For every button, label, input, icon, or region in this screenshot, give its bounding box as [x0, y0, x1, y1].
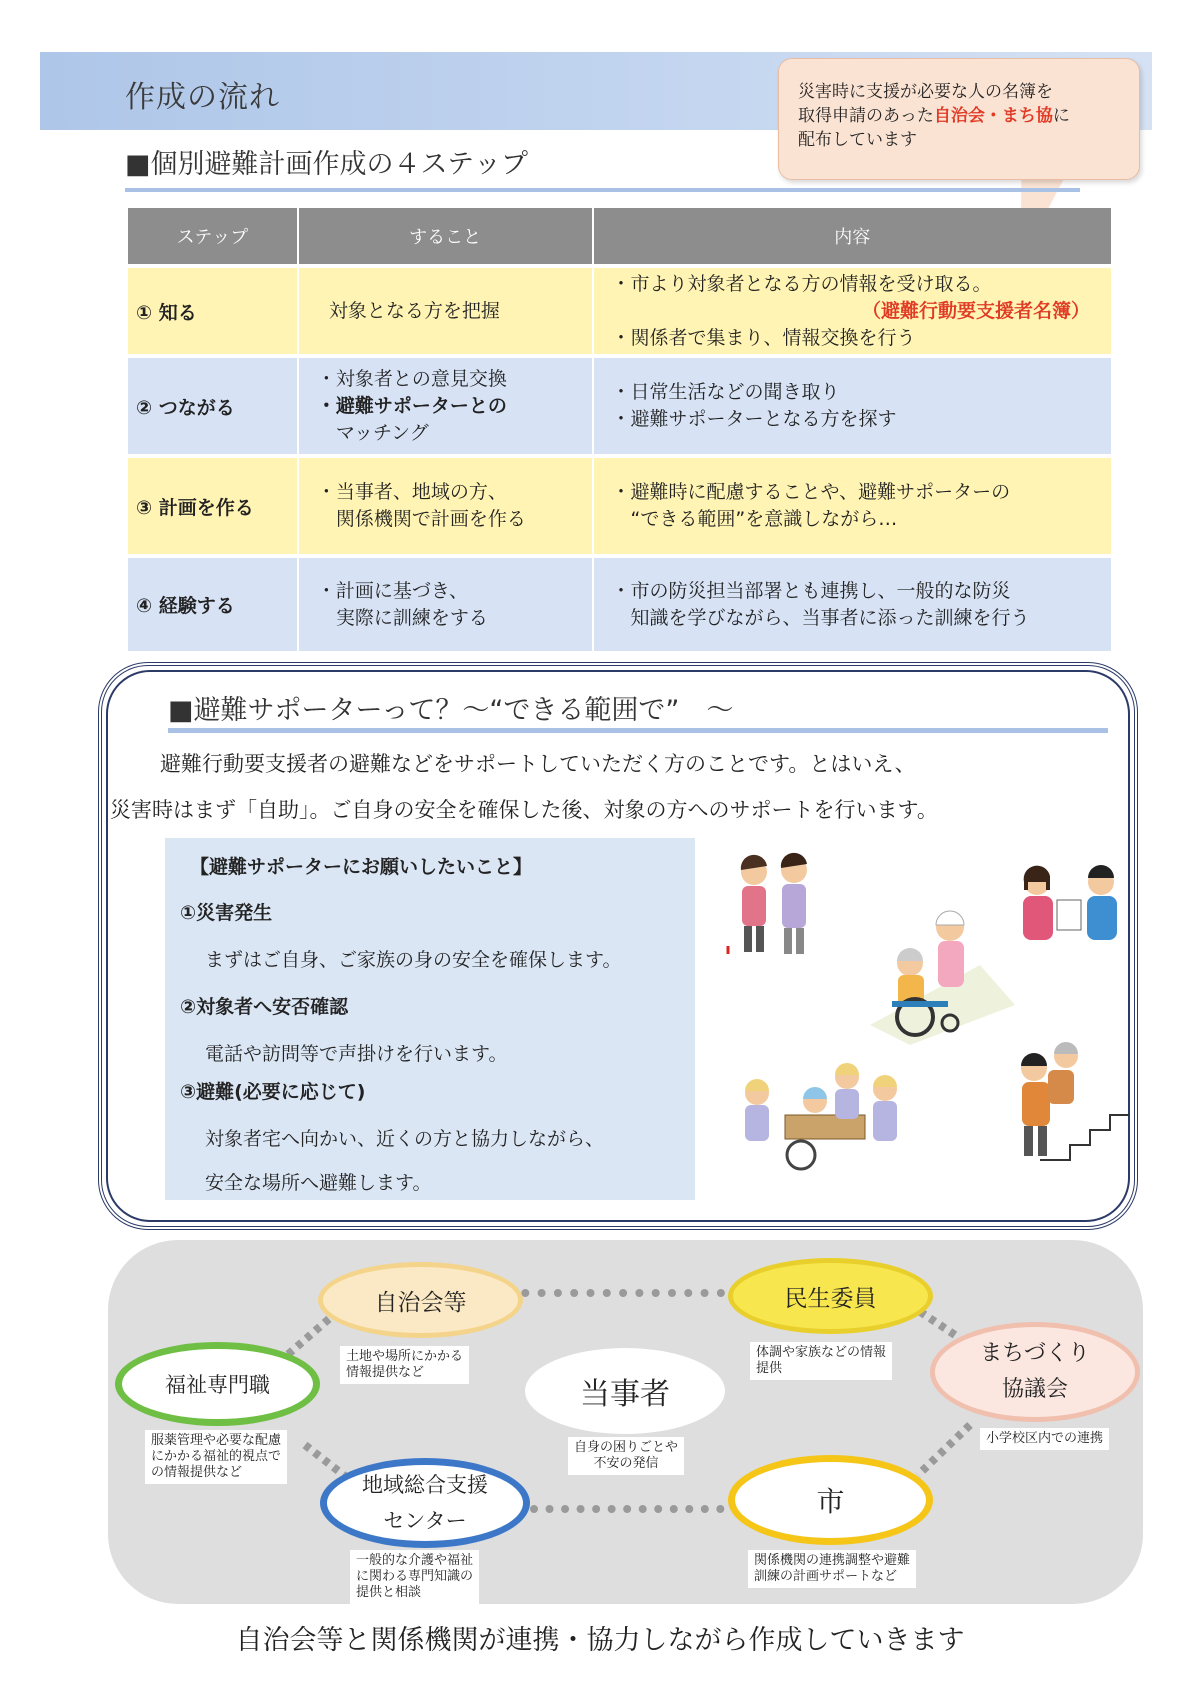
- node-jichikai: 自治会等: [318, 1262, 523, 1338]
- supporter-para-2: 災害時はまず「自助」。ご自身の安全を確保した後、対象の方へのサポートを行います。: [110, 798, 938, 822]
- request-body-1: まずはご自身、ご家族の身の安全を確保します。: [205, 949, 622, 971]
- callout-text: [798, 80, 1128, 152]
- supporter-heading-underline: [168, 728, 1108, 733]
- closing-statement: 自治会等と関係機関が連携・協力しながら作成していきます: [235, 1625, 965, 1656]
- note-chiiki: 一般的な介護や福祉 に関わる専門知識の 提供と相談: [350, 1550, 479, 1604]
- table-header-row: [128, 208, 1112, 266]
- visit-conversation-illustration: [1015, 860, 1125, 955]
- supporter-para-1: 避難行動要支援者の避難などをサポートしていただく方のことです。とはいえ、: [160, 752, 916, 776]
- note-machizukuri: 小学校区内での連携: [980, 1428, 1109, 1450]
- steps-heading: ■個別避難計画作成の４ステップ: [125, 149, 528, 180]
- supporter-heading: ■避難サポーターって？～“できる範囲で” ～: [168, 695, 734, 726]
- requests-title: 【避難サポーターにお願いしたいこと】: [190, 856, 533, 878]
- callout-line-1: 災害時に支援が必要な人の名簿を: [798, 82, 1053, 102]
- connector-chiiki-shi: [530, 1505, 740, 1513]
- note-minsei: 体調や家族などの情報 提供: [750, 1342, 892, 1380]
- table-row: [128, 356, 1112, 456]
- table-header-do: すること: [298, 208, 593, 266]
- step-content: ・避難時に配慮することや、避難サポーターの “できる範囲”を意識しながら…: [593, 456, 1112, 556]
- wheelchair-assist-illustration: [870, 905, 1015, 1045]
- step-content: ・市の防災担当部署とも連携し、一般的な防災 知識を学びながら、当事者に添った訓練を行う: [593, 556, 1112, 651]
- node-fukushi: 福祉専門職: [115, 1342, 320, 1426]
- step-do: ・当事者、地域の方、 関係機関で計画を作る: [298, 456, 593, 556]
- step-name: ② つながる: [128, 356, 298, 456]
- piggyback-stairs-illustration: [1010, 1040, 1135, 1165]
- table-row: [128, 266, 1112, 356]
- step-do: 対象となる方を把握: [298, 266, 593, 356]
- request-body-2: 電話や訪問等で声掛けを行います。: [205, 1043, 508, 1065]
- table-row: [128, 556, 1112, 651]
- step-do: ・計画に基づき、 実際に訓練をする: [298, 556, 593, 651]
- step-name: ① 知る: [128, 266, 298, 356]
- note-jichikai: 土地や場所にかかる 情報提供など: [340, 1346, 469, 1384]
- steps-table: [128, 208, 1113, 651]
- steps-heading-underline: [125, 188, 1080, 192]
- table-header-step: ステップ: [128, 208, 298, 266]
- step-name: ③ 計画を作る: [128, 456, 298, 556]
- node-tojisha: 当事者: [525, 1348, 725, 1434]
- callout-line-2: 取得申請のあった自治会・まち協に: [798, 106, 1070, 126]
- request-heading-2: ②対象者へ安否確認: [180, 996, 349, 1018]
- table-row: [128, 456, 1112, 556]
- roster-name: （避難行動要支援者名簿）: [861, 299, 1090, 322]
- step-content: ・市より対象者となる方の情報を受け取る。 （避難行動要支援者名簿） ・関係者で集まり、情報交換を行う: [593, 266, 1112, 356]
- node-machizukuri: まちづくり 協議会: [930, 1322, 1140, 1422]
- page-title: 作成の流れ: [125, 80, 280, 115]
- cart-evacuation-illustration: [735, 1055, 910, 1175]
- request-body-3a: 対象者宅へ向かい、近くの方と協力しながら、: [205, 1128, 605, 1150]
- note-fukushi: 服薬管理や必要な配慮 にかかる福祉的視点で の情報提供など: [145, 1430, 287, 1484]
- step-name: ④ 経験する: [128, 556, 298, 651]
- connector-jichikai-minsei: [505, 1289, 725, 1297]
- node-shi: 市: [728, 1455, 933, 1545]
- step-do: ・対象者との意見交換 ・避難サポーターとの マッチング: [298, 356, 593, 456]
- note-tojisha: 自身の困りごとや 不安の発信: [568, 1437, 684, 1475]
- table-header-content: 内容: [593, 208, 1112, 266]
- callout-highlight: 自治会・まち協: [933, 106, 1053, 126]
- callout-line-3: 配布しています: [798, 130, 917, 150]
- step-content: ・日常生活などの聞き取り ・避難サポーターとなる方を探す: [593, 356, 1112, 456]
- two-people-walking-illustration: [722, 850, 832, 960]
- node-minsei: 民生委員: [728, 1258, 933, 1334]
- note-shi: 関係機関の連携調整や避難 訓練の計画サポートなど: [748, 1550, 916, 1588]
- node-chiiki: 地域総合支援 センター: [320, 1458, 530, 1548]
- request-heading-1: ①災害発生: [180, 902, 273, 924]
- request-heading-3: ③避難(必要に応じて): [180, 1081, 366, 1103]
- request-body-3b: 安全な場所へ避難します。: [205, 1172, 432, 1194]
